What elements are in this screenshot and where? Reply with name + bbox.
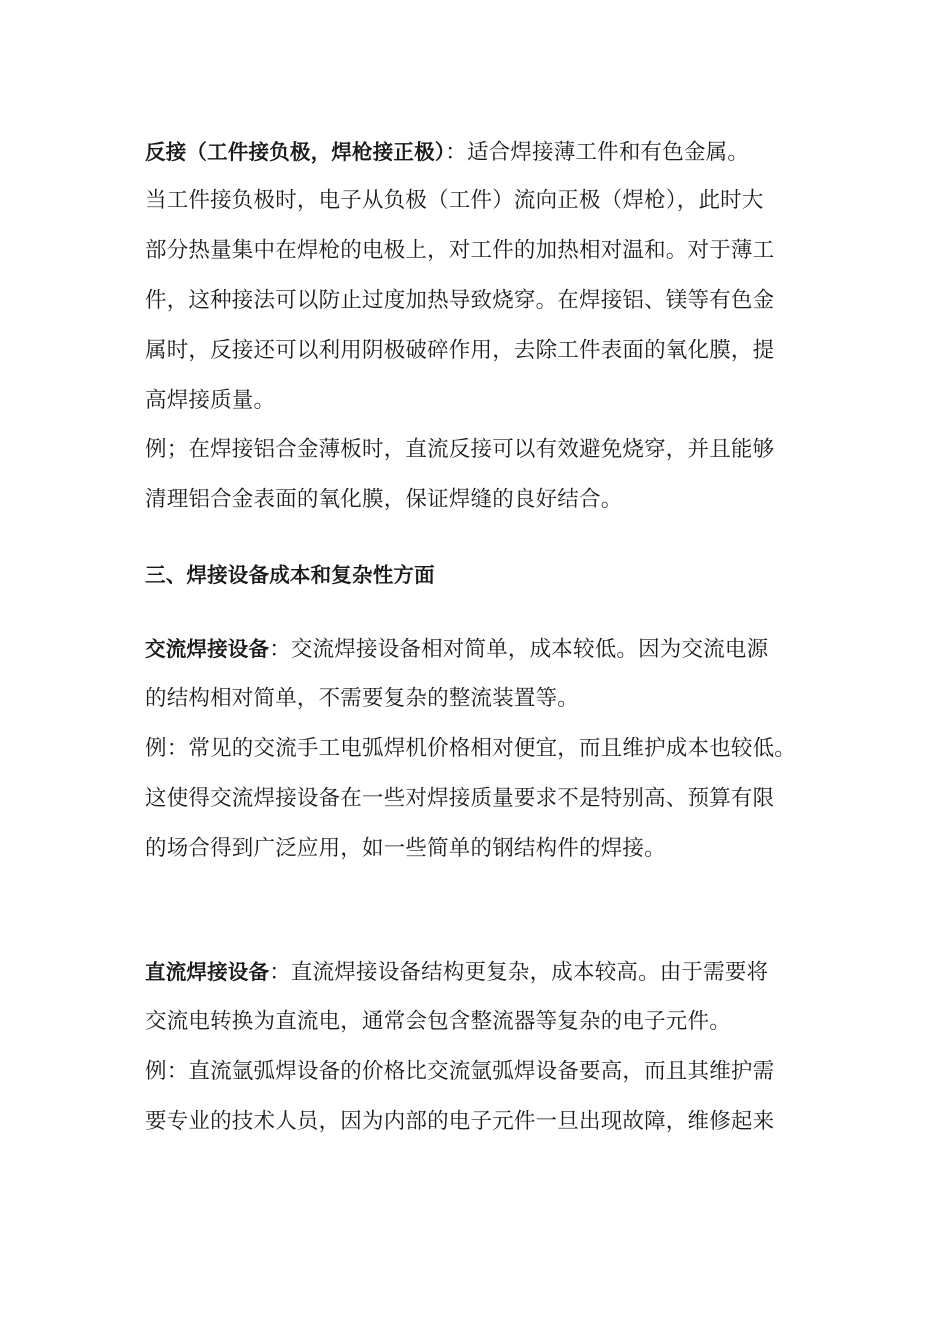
reverse-example-line: 例；在焊接铝合金薄板时，直流反接可以有效避免烧穿，并且能够 [145,437,775,462]
reverse-sep: ： [445,140,467,165]
ac-term: 交流焊接设备 [145,637,270,661]
ac-sep: ： [269,637,291,662]
reverse-body-line: 属时，反接还可以利用阴极破碎作用，去除工件表面的氧化膜，提 [145,338,775,363]
dc-sep: ： [269,960,291,985]
dc-intro-line [145,957,825,988]
ac-example-line: 的场合得到广泛应用，如一些简单的钢结构件的焊接。 [145,836,666,861]
dc-lead: 直流焊接设备结构更复杂，成本较高。由于需要将 [290,960,769,985]
reverse-body-line: 部分热量集中在焊枪的电极上，对工件的加热相对温和。对于薄工 [145,238,775,263]
reverse-intro-line [145,137,825,168]
ac-example-line: 例：常见的交流手工电弧焊机价格相对便宜，而且维护成本也较低。 [145,736,797,761]
reverse-term: 反接（工件接负极，焊枪接正极） [145,140,446,164]
ac-lead: 交流焊接设备相对简单，成本较低。因为交流电源 [290,637,769,662]
ac-intro-line [145,634,825,665]
dc-example-line: 例：直流氩弧焊设备的价格比交流氩弧焊设备要高，而且其维护需 [145,1059,775,1084]
reverse-example-line: 清理铝合金表面的氧化膜，保证焊缝的良好结合。 [145,487,623,512]
dc-example-line: 要专业的技术人员，因为内部的电子元件一旦出现故障，维修起来 [145,1109,775,1134]
dc-body-line: 交流电转换为直流电，通常会包含整流器等复杂的电子元件。 [145,1009,731,1034]
dc-term: 直流焊接设备 [145,960,270,984]
reverse-body-line: 件，这种接法可以防止过度加热导致烧穿。在焊接铝、镁等有色金 [145,288,775,313]
ac-body-line: 的结构相对简单，不需要复杂的整流装置等。 [145,686,580,711]
reverse-body-line: 当工件接负极时，电子从负极（工件）流向正极（焊枪），此时大 [145,188,764,213]
reverse-lead: 适合焊接薄工件和有色金属。 [466,140,750,165]
reverse-body-line: 高焊接质量。 [145,388,276,413]
ac-example-line: 这使得交流焊接设备在一些对焊接质量要求不是特别高、预算有限 [145,786,775,811]
section-heading: 三、焊接设备成本和复杂性方面 [145,563,435,587]
